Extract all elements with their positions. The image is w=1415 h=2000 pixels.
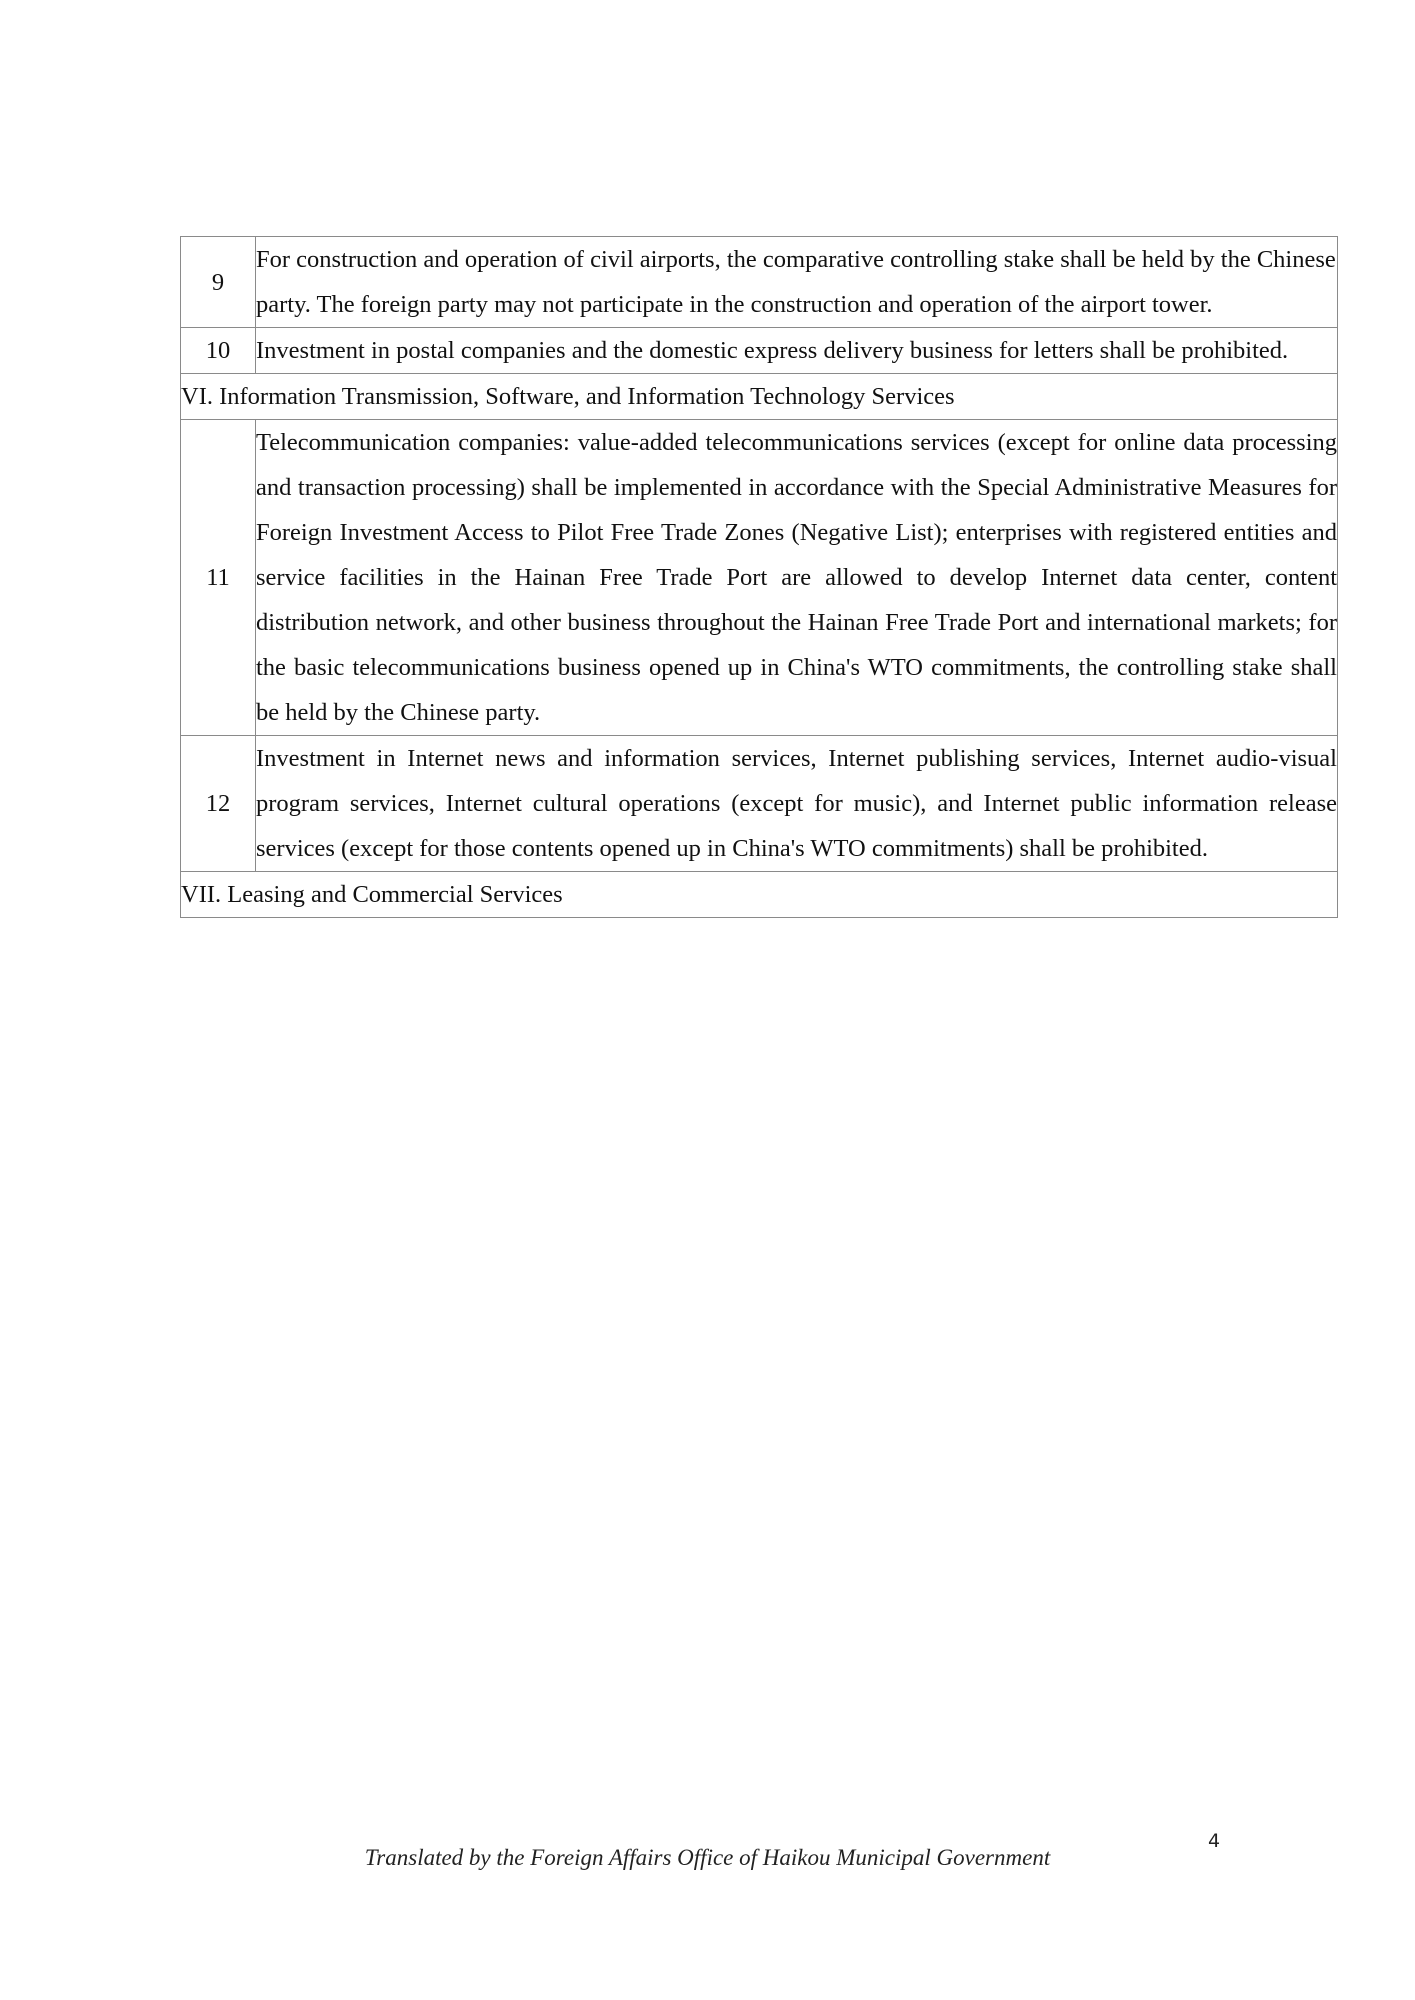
- footer-credit: Translated by the Foreign Affairs Office of Haikou Municipal Government: [364, 1845, 1051, 1870]
- row-number: 9: [181, 237, 256, 328]
- negative-list-table: [180, 236, 1338, 918]
- row-measure-text: For construction and operation of civil airports, the comparative controlling stake shall be held by the Chinese party. The foreign party may not participate in the construction and operation of the airport tower.: [256, 237, 1338, 328]
- table-row: [181, 420, 1338, 736]
- table-row: [181, 328, 1338, 374]
- page-number: 4: [1208, 1830, 1221, 1852]
- section-heading: VII. Leasing and Commercial Services: [181, 872, 1338, 918]
- section-header-row: [181, 374, 1338, 420]
- row-measure-text: Investment in postal companies and the domestic express delivery business for letters shall be prohibited.: [256, 328, 1338, 374]
- row-measure-text: Telecommunication companies: value-added telecommunications services (except for online data processing and transaction processing) shall be implemented in accordance with the Special Administrative Measures for Foreign Investment Access to Pilot Free Trade Zones (Negative List); enterprises with registered entities and service facilities in the Hainan Free Trade Port are allowed to develop Internet data center, content distribution network, and other business throughout the Hainan Free Trade Port and international markets; for the basic telecommunications business opened up in China's WTO commitments, the controlling stake shall be held by the Chinese party.: [256, 420, 1338, 736]
- table-row: [181, 237, 1338, 328]
- section-header-row: [181, 872, 1338, 918]
- row-number: 11: [181, 420, 256, 736]
- section-heading: VI. Information Transmission, Software, and Information Technology Services: [181, 374, 1338, 420]
- row-number: 12: [181, 736, 256, 872]
- row-measure-text: Investment in Internet news and information services, Internet publishing services, Internet audio-visual program services, Internet cultural operations (except for music), and Internet public information release services (except for those contents opened up in China's WTO commitments) shall be prohibited.: [256, 736, 1338, 872]
- table-row: [181, 736, 1338, 872]
- row-number: 10: [181, 328, 256, 374]
